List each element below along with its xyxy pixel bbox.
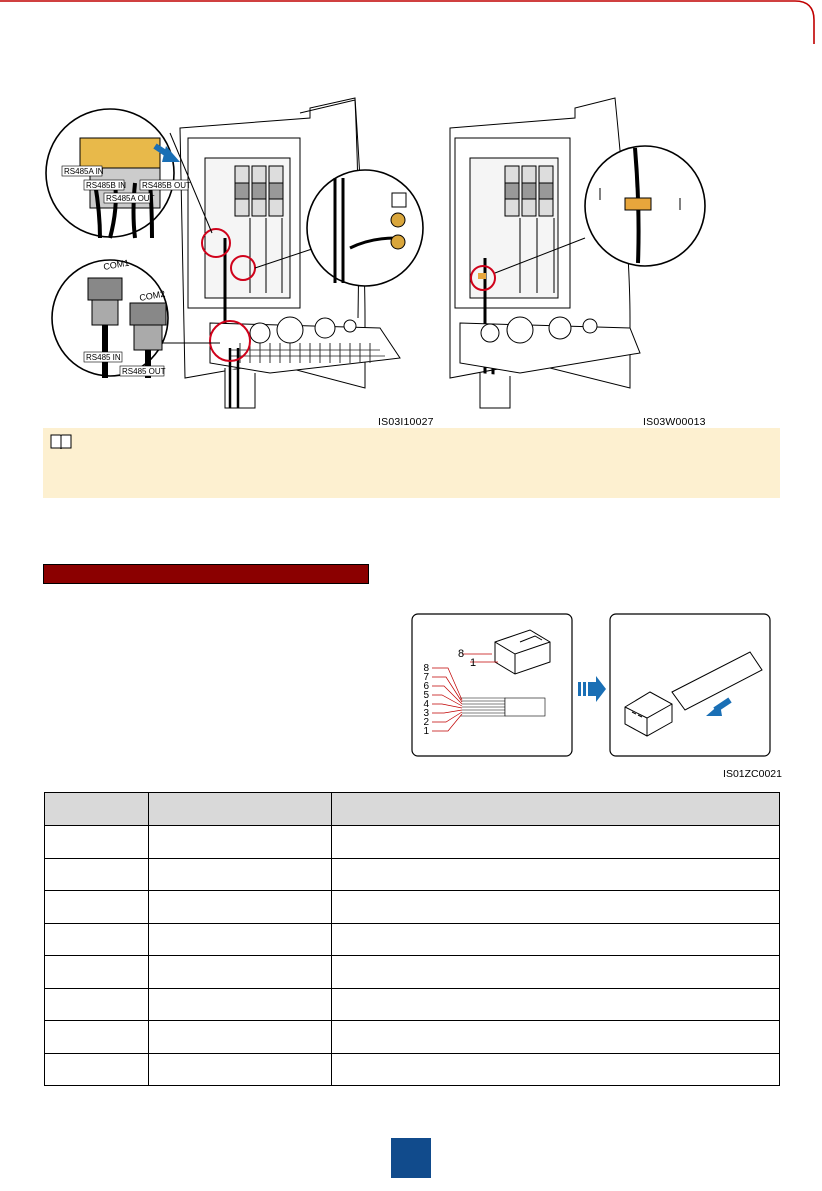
rj45-pin-top: 8 bbox=[458, 648, 465, 660]
rj45-figure-code: IS01ZC0021 bbox=[723, 768, 782, 780]
table-row bbox=[45, 858, 780, 891]
cut-line-decoration bbox=[0, 0, 822, 45]
wire-number-1: 1 bbox=[423, 726, 429, 737]
table-row bbox=[45, 956, 780, 989]
wire-number-4: 4 bbox=[423, 699, 429, 710]
table-row bbox=[45, 988, 780, 1021]
table-cell bbox=[332, 1021, 780, 1054]
callout-rs485b-in: RS485B IN bbox=[86, 181, 127, 190]
figure-code-right: IS03W00013 bbox=[643, 416, 706, 428]
rj45-pin-bottom: 1 bbox=[470, 657, 477, 669]
figure-code-left: IS03I10027 bbox=[378, 416, 434, 428]
table-cell bbox=[149, 891, 332, 924]
wire-number-6: 6 bbox=[423, 681, 429, 692]
table-cell bbox=[332, 891, 780, 924]
wire-number-2: 2 bbox=[423, 717, 429, 728]
table-row bbox=[45, 826, 780, 859]
callout-rs485b-out: RS485B OUT bbox=[142, 181, 191, 190]
table-header-cell bbox=[45, 793, 149, 826]
callout-com1: COM1 bbox=[102, 257, 130, 272]
callout-rs485a-in: RS485A IN bbox=[64, 167, 104, 176]
table-cell bbox=[332, 858, 780, 891]
note-box bbox=[43, 428, 780, 498]
table-cell bbox=[332, 956, 780, 989]
table-cell bbox=[332, 826, 780, 859]
callout-com2: COM2 bbox=[138, 288, 166, 303]
table-cell bbox=[149, 956, 332, 989]
table-cell bbox=[149, 988, 332, 1021]
table-cell bbox=[149, 826, 332, 859]
table-row bbox=[45, 1053, 780, 1086]
table-cell bbox=[45, 988, 149, 1021]
table-cell bbox=[149, 1053, 332, 1086]
table-row bbox=[45, 891, 780, 924]
table-cell bbox=[45, 858, 149, 891]
table-cell bbox=[149, 858, 332, 891]
table-cell bbox=[332, 923, 780, 956]
section-title-bar bbox=[43, 564, 369, 584]
table-cell bbox=[45, 891, 149, 924]
table-row bbox=[45, 923, 780, 956]
table-cell bbox=[45, 923, 149, 956]
callout-rs485a-out: RS485A OUT bbox=[106, 194, 155, 203]
table-cell bbox=[149, 923, 332, 956]
wire-number-8: 8 bbox=[423, 663, 429, 674]
table-row bbox=[45, 1021, 780, 1054]
table-cell bbox=[45, 956, 149, 989]
table-cell bbox=[45, 1053, 149, 1086]
step-arrow-icon bbox=[578, 676, 606, 702]
rj45-connector-illustration bbox=[410, 612, 782, 780]
page-number-block bbox=[391, 1138, 431, 1178]
table-cell bbox=[45, 826, 149, 859]
callout-rs485-in: RS485 IN bbox=[86, 353, 121, 362]
pin-definition-table bbox=[44, 792, 780, 1086]
table-cell bbox=[149, 1021, 332, 1054]
table-header-cell bbox=[149, 793, 332, 826]
table-cell bbox=[332, 988, 780, 1021]
callout-rs485-out: RS485 OUT bbox=[122, 367, 166, 376]
table-header-cell bbox=[332, 793, 780, 826]
book-icon bbox=[50, 433, 72, 450]
wire-number-5: 5 bbox=[423, 690, 429, 701]
table-header-row bbox=[45, 793, 780, 826]
wire-number-3: 3 bbox=[423, 708, 429, 719]
table-cell bbox=[332, 1053, 780, 1086]
inverter-rs485-wiring-illustration bbox=[40, 88, 780, 428]
wire-number-7: 7 bbox=[423, 672, 429, 683]
section-title bbox=[44, 567, 50, 581]
table-cell bbox=[45, 1021, 149, 1054]
